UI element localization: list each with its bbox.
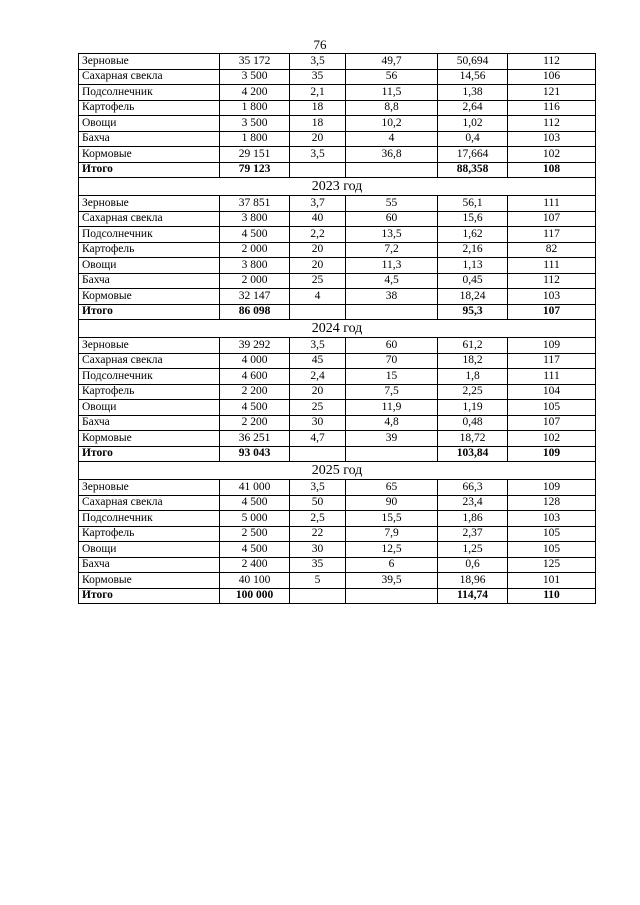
value-cell: 4 000 <box>220 353 290 369</box>
value-cell: 2,2 <box>290 227 346 243</box>
value-cell: 0,4 <box>438 131 508 147</box>
value-cell: 45 <box>290 353 346 369</box>
crop-name-cell: Овощи <box>79 400 220 416</box>
value-cell: 3,5 <box>290 54 346 70</box>
total-label-cell: Итого <box>79 588 220 604</box>
value-cell: 15 <box>346 369 438 385</box>
total-value-cell: 86 098 <box>220 304 290 320</box>
value-cell: 35 <box>290 69 346 85</box>
value-cell: 105 <box>508 542 596 558</box>
value-cell: 3,5 <box>290 480 346 496</box>
crop-name-cell: Сахарная свекла <box>79 353 220 369</box>
value-cell: 37 851 <box>220 196 290 212</box>
crop-name-cell: Овощи <box>79 258 220 274</box>
value-cell: 40 <box>290 211 346 227</box>
total-value-cell <box>346 446 438 462</box>
value-cell: 4 600 <box>220 369 290 385</box>
value-cell: 15,5 <box>346 511 438 527</box>
value-cell: 103 <box>508 131 596 147</box>
value-cell: 4 500 <box>220 400 290 416</box>
value-cell: 56 <box>346 69 438 85</box>
crop-name-cell: Бахча <box>79 415 220 431</box>
value-cell: 3 500 <box>220 116 290 132</box>
value-cell: 13,5 <box>346 227 438 243</box>
value-cell: 101 <box>508 573 596 589</box>
total-value-cell: 107 <box>508 304 596 320</box>
value-cell: 10,2 <box>346 116 438 132</box>
table-row <box>79 353 596 369</box>
table-row <box>79 431 596 447</box>
crop-name-cell: Кормовые <box>79 289 220 305</box>
value-cell: 106 <box>508 69 596 85</box>
value-cell: 11,9 <box>346 400 438 416</box>
crop-name-cell: Овощи <box>79 116 220 132</box>
value-cell: 40 100 <box>220 573 290 589</box>
value-cell: 107 <box>508 415 596 431</box>
value-cell: 4 <box>290 289 346 305</box>
value-cell: 6 <box>346 557 438 573</box>
table-row <box>79 526 596 542</box>
value-cell: 1,02 <box>438 116 508 132</box>
value-cell: 17,664 <box>438 147 508 163</box>
value-cell: 121 <box>508 85 596 101</box>
value-cell: 1,62 <box>438 227 508 243</box>
value-cell: 66,3 <box>438 480 508 496</box>
crop-name-cell: Бахча <box>79 273 220 289</box>
total-value-cell: 108 <box>508 162 596 178</box>
crop-name-cell: Зерновые <box>79 54 220 70</box>
table-row <box>79 338 596 354</box>
value-cell: 111 <box>508 196 596 212</box>
value-cell: 102 <box>508 431 596 447</box>
table-row <box>79 69 596 85</box>
table-row <box>79 258 596 274</box>
value-cell: 35 172 <box>220 54 290 70</box>
value-cell: 105 <box>508 400 596 416</box>
crop-name-cell: Овощи <box>79 542 220 558</box>
total-row <box>79 304 596 320</box>
value-cell: 4,8 <box>346 415 438 431</box>
value-cell: 109 <box>508 338 596 354</box>
value-cell: 2 000 <box>220 273 290 289</box>
value-cell: 1,86 <box>438 511 508 527</box>
crop-name-cell: Сахарная свекла <box>79 495 220 511</box>
value-cell: 116 <box>508 100 596 116</box>
total-value-cell: 95,3 <box>438 304 508 320</box>
total-value-cell: 109 <box>508 446 596 462</box>
total-value-cell: 100 000 <box>220 588 290 604</box>
value-cell: 4,7 <box>290 431 346 447</box>
value-cell: 2 200 <box>220 415 290 431</box>
table-row <box>79 116 596 132</box>
crop-name-cell: Кормовые <box>79 431 220 447</box>
value-cell: 1,19 <box>438 400 508 416</box>
value-cell: 107 <box>508 211 596 227</box>
year-title: 2023 год <box>79 178 596 196</box>
value-cell: 39,5 <box>346 573 438 589</box>
total-value-cell <box>346 588 438 604</box>
table-row <box>79 242 596 258</box>
value-cell: 117 <box>508 353 596 369</box>
value-cell: 103 <box>508 511 596 527</box>
table-row <box>79 100 596 116</box>
table-row <box>79 542 596 558</box>
value-cell: 3 800 <box>220 258 290 274</box>
value-cell: 112 <box>508 273 596 289</box>
value-cell: 7,9 <box>346 526 438 542</box>
value-cell: 2,64 <box>438 100 508 116</box>
total-label-cell: Итого <box>79 162 220 178</box>
total-value-cell <box>290 588 346 604</box>
crop-name-cell: Сахарная свекла <box>79 211 220 227</box>
total-value-cell <box>346 162 438 178</box>
value-cell: 3,5 <box>290 147 346 163</box>
table-row <box>79 511 596 527</box>
value-cell: 105 <box>508 526 596 542</box>
value-cell: 30 <box>290 542 346 558</box>
table-row <box>79 147 596 163</box>
crop-name-cell: Подсолнечник <box>79 85 220 101</box>
value-cell: 2 400 <box>220 557 290 573</box>
value-cell: 3 800 <box>220 211 290 227</box>
table-row <box>79 196 596 212</box>
value-cell: 60 <box>346 338 438 354</box>
total-value-cell: 114,74 <box>438 588 508 604</box>
value-cell: 90 <box>346 495 438 511</box>
value-cell: 35 <box>290 557 346 573</box>
table-row <box>79 227 596 243</box>
value-cell: 104 <box>508 384 596 400</box>
value-cell: 11,3 <box>346 258 438 274</box>
value-cell: 12,5 <box>346 542 438 558</box>
total-row <box>79 162 596 178</box>
total-value-cell: 93 043 <box>220 446 290 462</box>
value-cell: 111 <box>508 258 596 274</box>
table-row <box>79 557 596 573</box>
year-title: 2025 год <box>79 462 596 480</box>
table-row <box>79 415 596 431</box>
table-row <box>79 495 596 511</box>
value-cell: 49,7 <box>346 54 438 70</box>
value-cell: 18 <box>290 100 346 116</box>
crop-name-cell: Бахча <box>79 557 220 573</box>
crop-name-cell: Подсолнечник <box>79 369 220 385</box>
crop-name-cell: Картофель <box>79 242 220 258</box>
table-row <box>79 369 596 385</box>
value-cell: 18,24 <box>438 289 508 305</box>
total-value-cell <box>290 446 346 462</box>
value-cell: 55 <box>346 196 438 212</box>
year-header-row <box>79 462 596 480</box>
value-cell: 82 <box>508 242 596 258</box>
value-cell: 2 200 <box>220 384 290 400</box>
value-cell: 60 <box>346 211 438 227</box>
value-cell: 61,2 <box>438 338 508 354</box>
value-cell: 7,2 <box>346 242 438 258</box>
value-cell: 2 500 <box>220 526 290 542</box>
total-value-cell: 79 123 <box>220 162 290 178</box>
value-cell: 5 <box>290 573 346 589</box>
value-cell: 25 <box>290 400 346 416</box>
value-cell: 2,4 <box>290 369 346 385</box>
value-cell: 20 <box>290 242 346 258</box>
value-cell: 30 <box>290 415 346 431</box>
value-cell: 1,8 <box>438 369 508 385</box>
total-value-cell <box>346 304 438 320</box>
year-title: 2024 год <box>79 320 596 338</box>
crop-name-cell: Зерновые <box>79 338 220 354</box>
value-cell: 2,25 <box>438 384 508 400</box>
value-cell: 38 <box>346 289 438 305</box>
total-value-cell <box>290 162 346 178</box>
total-row <box>79 588 596 604</box>
total-label-cell: Итого <box>79 446 220 462</box>
total-value-cell: 110 <box>508 588 596 604</box>
total-value-cell: 103,84 <box>438 446 508 462</box>
value-cell: 0,48 <box>438 415 508 431</box>
value-cell: 70 <box>346 353 438 369</box>
value-cell: 2,16 <box>438 242 508 258</box>
value-cell: 1,25 <box>438 542 508 558</box>
value-cell: 7,5 <box>346 384 438 400</box>
value-cell: 65 <box>346 480 438 496</box>
crop-name-cell: Картофель <box>79 526 220 542</box>
table-row <box>79 480 596 496</box>
value-cell: 3,5 <box>290 338 346 354</box>
crop-name-cell: Бахча <box>79 131 220 147</box>
value-cell: 128 <box>508 495 596 511</box>
year-header-row <box>79 178 596 196</box>
value-cell: 50,694 <box>438 54 508 70</box>
value-cell: 4 500 <box>220 542 290 558</box>
value-cell: 103 <box>508 289 596 305</box>
value-cell: 15,6 <box>438 211 508 227</box>
crop-name-cell: Подсолнечник <box>79 511 220 527</box>
crop-name-cell: Подсолнечник <box>79 227 220 243</box>
value-cell: 29 151 <box>220 147 290 163</box>
value-cell: 11,5 <box>346 85 438 101</box>
value-cell: 18,96 <box>438 573 508 589</box>
year-header-row <box>79 320 596 338</box>
value-cell: 2,5 <box>290 511 346 527</box>
crop-name-cell: Кормовые <box>79 573 220 589</box>
value-cell: 32 147 <box>220 289 290 305</box>
crop-name-cell: Картофель <box>79 100 220 116</box>
page-number: 76 <box>313 37 327 52</box>
value-cell: 125 <box>508 557 596 573</box>
table-row <box>79 211 596 227</box>
total-row <box>79 446 596 462</box>
value-cell: 112 <box>508 54 596 70</box>
value-cell: 20 <box>290 384 346 400</box>
value-cell: 41 000 <box>220 480 290 496</box>
table-row <box>79 54 596 70</box>
table-row <box>79 573 596 589</box>
table-row <box>79 273 596 289</box>
crop-name-cell: Кормовые <box>79 147 220 163</box>
value-cell: 25 <box>290 273 346 289</box>
total-value-cell <box>290 304 346 320</box>
value-cell: 39 292 <box>220 338 290 354</box>
value-cell: 2,37 <box>438 526 508 542</box>
value-cell: 18 <box>290 116 346 132</box>
table-body <box>79 54 596 604</box>
value-cell: 18,72 <box>438 431 508 447</box>
value-cell: 3 500 <box>220 69 290 85</box>
total-value-cell: 88,358 <box>438 162 508 178</box>
table-row <box>79 85 596 101</box>
value-cell: 36,8 <box>346 147 438 163</box>
crop-name-cell: Сахарная свекла <box>79 69 220 85</box>
value-cell: 56,1 <box>438 196 508 212</box>
value-cell: 36 251 <box>220 431 290 447</box>
crop-production-table <box>78 53 596 604</box>
crop-name-cell: Картофель <box>79 384 220 400</box>
table-row <box>79 131 596 147</box>
value-cell: 1,38 <box>438 85 508 101</box>
value-cell: 50 <box>290 495 346 511</box>
value-cell: 39 <box>346 431 438 447</box>
value-cell: 3,7 <box>290 196 346 212</box>
total-label-cell: Итого <box>79 304 220 320</box>
value-cell: 18,2 <box>438 353 508 369</box>
value-cell: 1,13 <box>438 258 508 274</box>
value-cell: 4,5 <box>346 273 438 289</box>
value-cell: 20 <box>290 258 346 274</box>
value-cell: 0,45 <box>438 273 508 289</box>
crop-name-cell: Зерновые <box>79 480 220 496</box>
table-row <box>79 384 596 400</box>
value-cell: 4 500 <box>220 227 290 243</box>
crop-name-cell: Зерновые <box>79 196 220 212</box>
value-cell: 1 800 <box>220 131 290 147</box>
value-cell: 102 <box>508 147 596 163</box>
value-cell: 109 <box>508 480 596 496</box>
value-cell: 20 <box>290 131 346 147</box>
value-cell: 8,8 <box>346 100 438 116</box>
value-cell: 2,1 <box>290 85 346 101</box>
value-cell: 111 <box>508 369 596 385</box>
value-cell: 2 000 <box>220 242 290 258</box>
value-cell: 23,4 <box>438 495 508 511</box>
value-cell: 1 800 <box>220 100 290 116</box>
value-cell: 112 <box>508 116 596 132</box>
value-cell: 4 200 <box>220 85 290 101</box>
value-cell: 117 <box>508 227 596 243</box>
table-row <box>79 289 596 305</box>
value-cell: 0,6 <box>438 557 508 573</box>
value-cell: 4 500 <box>220 495 290 511</box>
value-cell: 4 <box>346 131 438 147</box>
value-cell: 22 <box>290 526 346 542</box>
value-cell: 5 000 <box>220 511 290 527</box>
value-cell: 14,56 <box>438 69 508 85</box>
table-row <box>79 400 596 416</box>
